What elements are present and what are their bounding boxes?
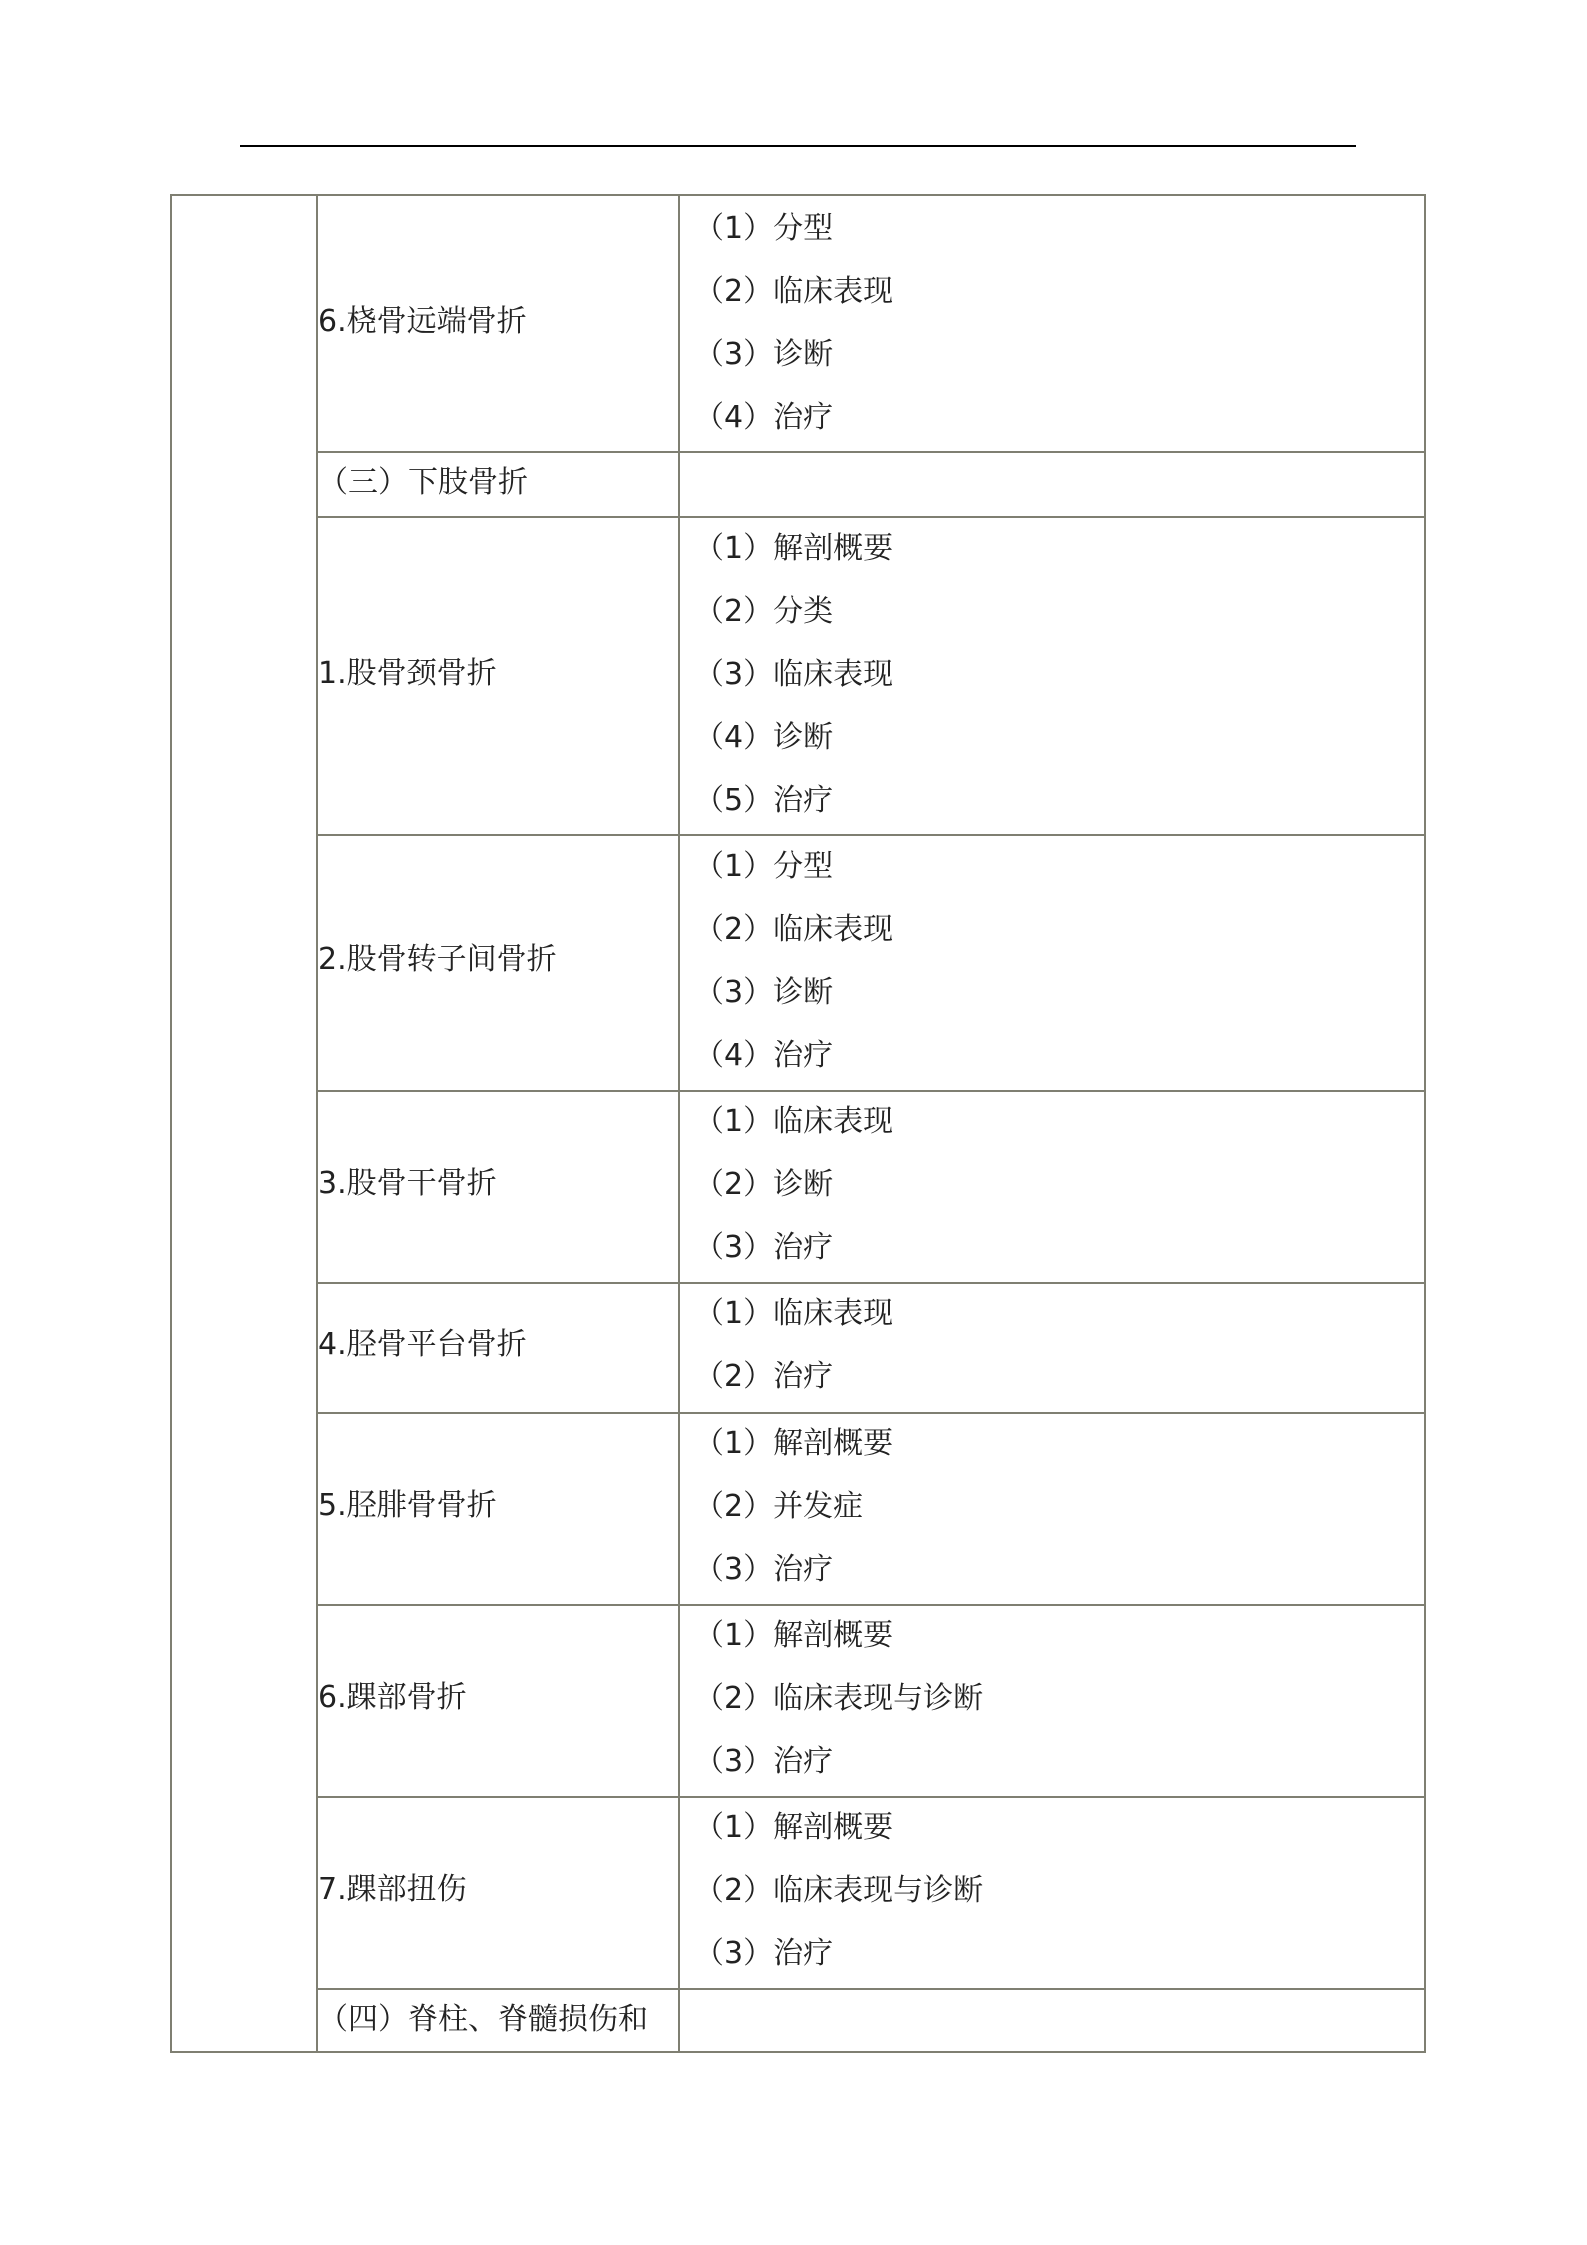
- table-row: [316, 1412, 1426, 1414]
- table-row: [316, 1282, 1426, 1284]
- items-cell: [694, 847, 893, 1099]
- header-rule: [240, 145, 1356, 147]
- list-item: （1）分型: [694, 211, 834, 246]
- topic-cell: 5.胫腓骨骨折: [318, 1488, 497, 1523]
- list-item: （4）诊断: [694, 720, 834, 755]
- table-row: [316, 1604, 1426, 1606]
- items-cell: [694, 209, 893, 461]
- list-item: （2）临床表现: [694, 912, 894, 947]
- items-cell: [694, 1294, 893, 1420]
- topic-cell: 3.股骨干骨折: [318, 1166, 497, 1201]
- items-cell: [694, 1616, 983, 1805]
- list-item: （1）解剖概要: [694, 1810, 894, 1845]
- list-item: （2）临床表现: [694, 274, 894, 309]
- list-item: （2）临床表现与诊断: [694, 1873, 984, 1908]
- list-item: （3）诊断: [694, 975, 834, 1010]
- topic-cell: 6.桡骨远端骨折: [318, 304, 527, 339]
- list-item: （1）临床表现: [694, 1104, 894, 1139]
- list-item: （2）并发症: [694, 1489, 864, 1524]
- table-row: [316, 516, 1426, 518]
- table-row: [316, 834, 1426, 836]
- topic-cell: 4.胫骨平台骨折: [318, 1327, 527, 1362]
- topic-cell: 7.踝部扭伤: [318, 1872, 467, 1907]
- list-item: （1）临床表现: [694, 1296, 894, 1331]
- table-row: [316, 1090, 1426, 1092]
- list-item: （3）治疗: [694, 1552, 834, 1587]
- list-item: （4）治疗: [694, 1038, 834, 1073]
- topic-cell: 6.踝部骨折: [318, 1680, 467, 1715]
- topic-cell: 2.股骨转子间骨折: [318, 942, 557, 977]
- items-cell: [694, 529, 893, 844]
- table-row: [316, 1988, 1426, 1990]
- table-row: [316, 451, 1426, 453]
- section-heading: （三）下肢骨折: [318, 465, 528, 500]
- section-heading: （四）脊柱、脊髓损伤和: [318, 2002, 648, 2037]
- list-item: （5）治疗: [694, 783, 834, 818]
- list-item: （3）治疗: [694, 1230, 834, 1265]
- table-row: [316, 1796, 1426, 1798]
- list-item: （1）分型: [694, 849, 834, 884]
- list-item: （4）治疗: [694, 400, 834, 435]
- list-item: （2）诊断: [694, 1167, 834, 1202]
- list-item: （2）临床表现与诊断: [694, 1681, 984, 1716]
- items-cell: [694, 1424, 893, 1613]
- list-item: （3）治疗: [694, 1744, 834, 1779]
- list-item: （2）分类: [694, 594, 834, 629]
- list-item: （1）解剖概要: [694, 1426, 894, 1461]
- items-cell: [694, 1102, 893, 1291]
- column-divider-2: [678, 194, 680, 2053]
- list-item: （3）治疗: [694, 1936, 834, 1971]
- list-item: （2）治疗: [694, 1359, 834, 1394]
- topic-cell: 1.股骨颈骨折: [318, 656, 497, 691]
- list-item: （3）诊断: [694, 337, 834, 372]
- list-item: （1）解剖概要: [694, 1618, 894, 1653]
- list-item: （3）临床表现: [694, 657, 894, 692]
- list-item: （1）解剖概要: [694, 531, 894, 566]
- items-cell: [694, 1808, 983, 1997]
